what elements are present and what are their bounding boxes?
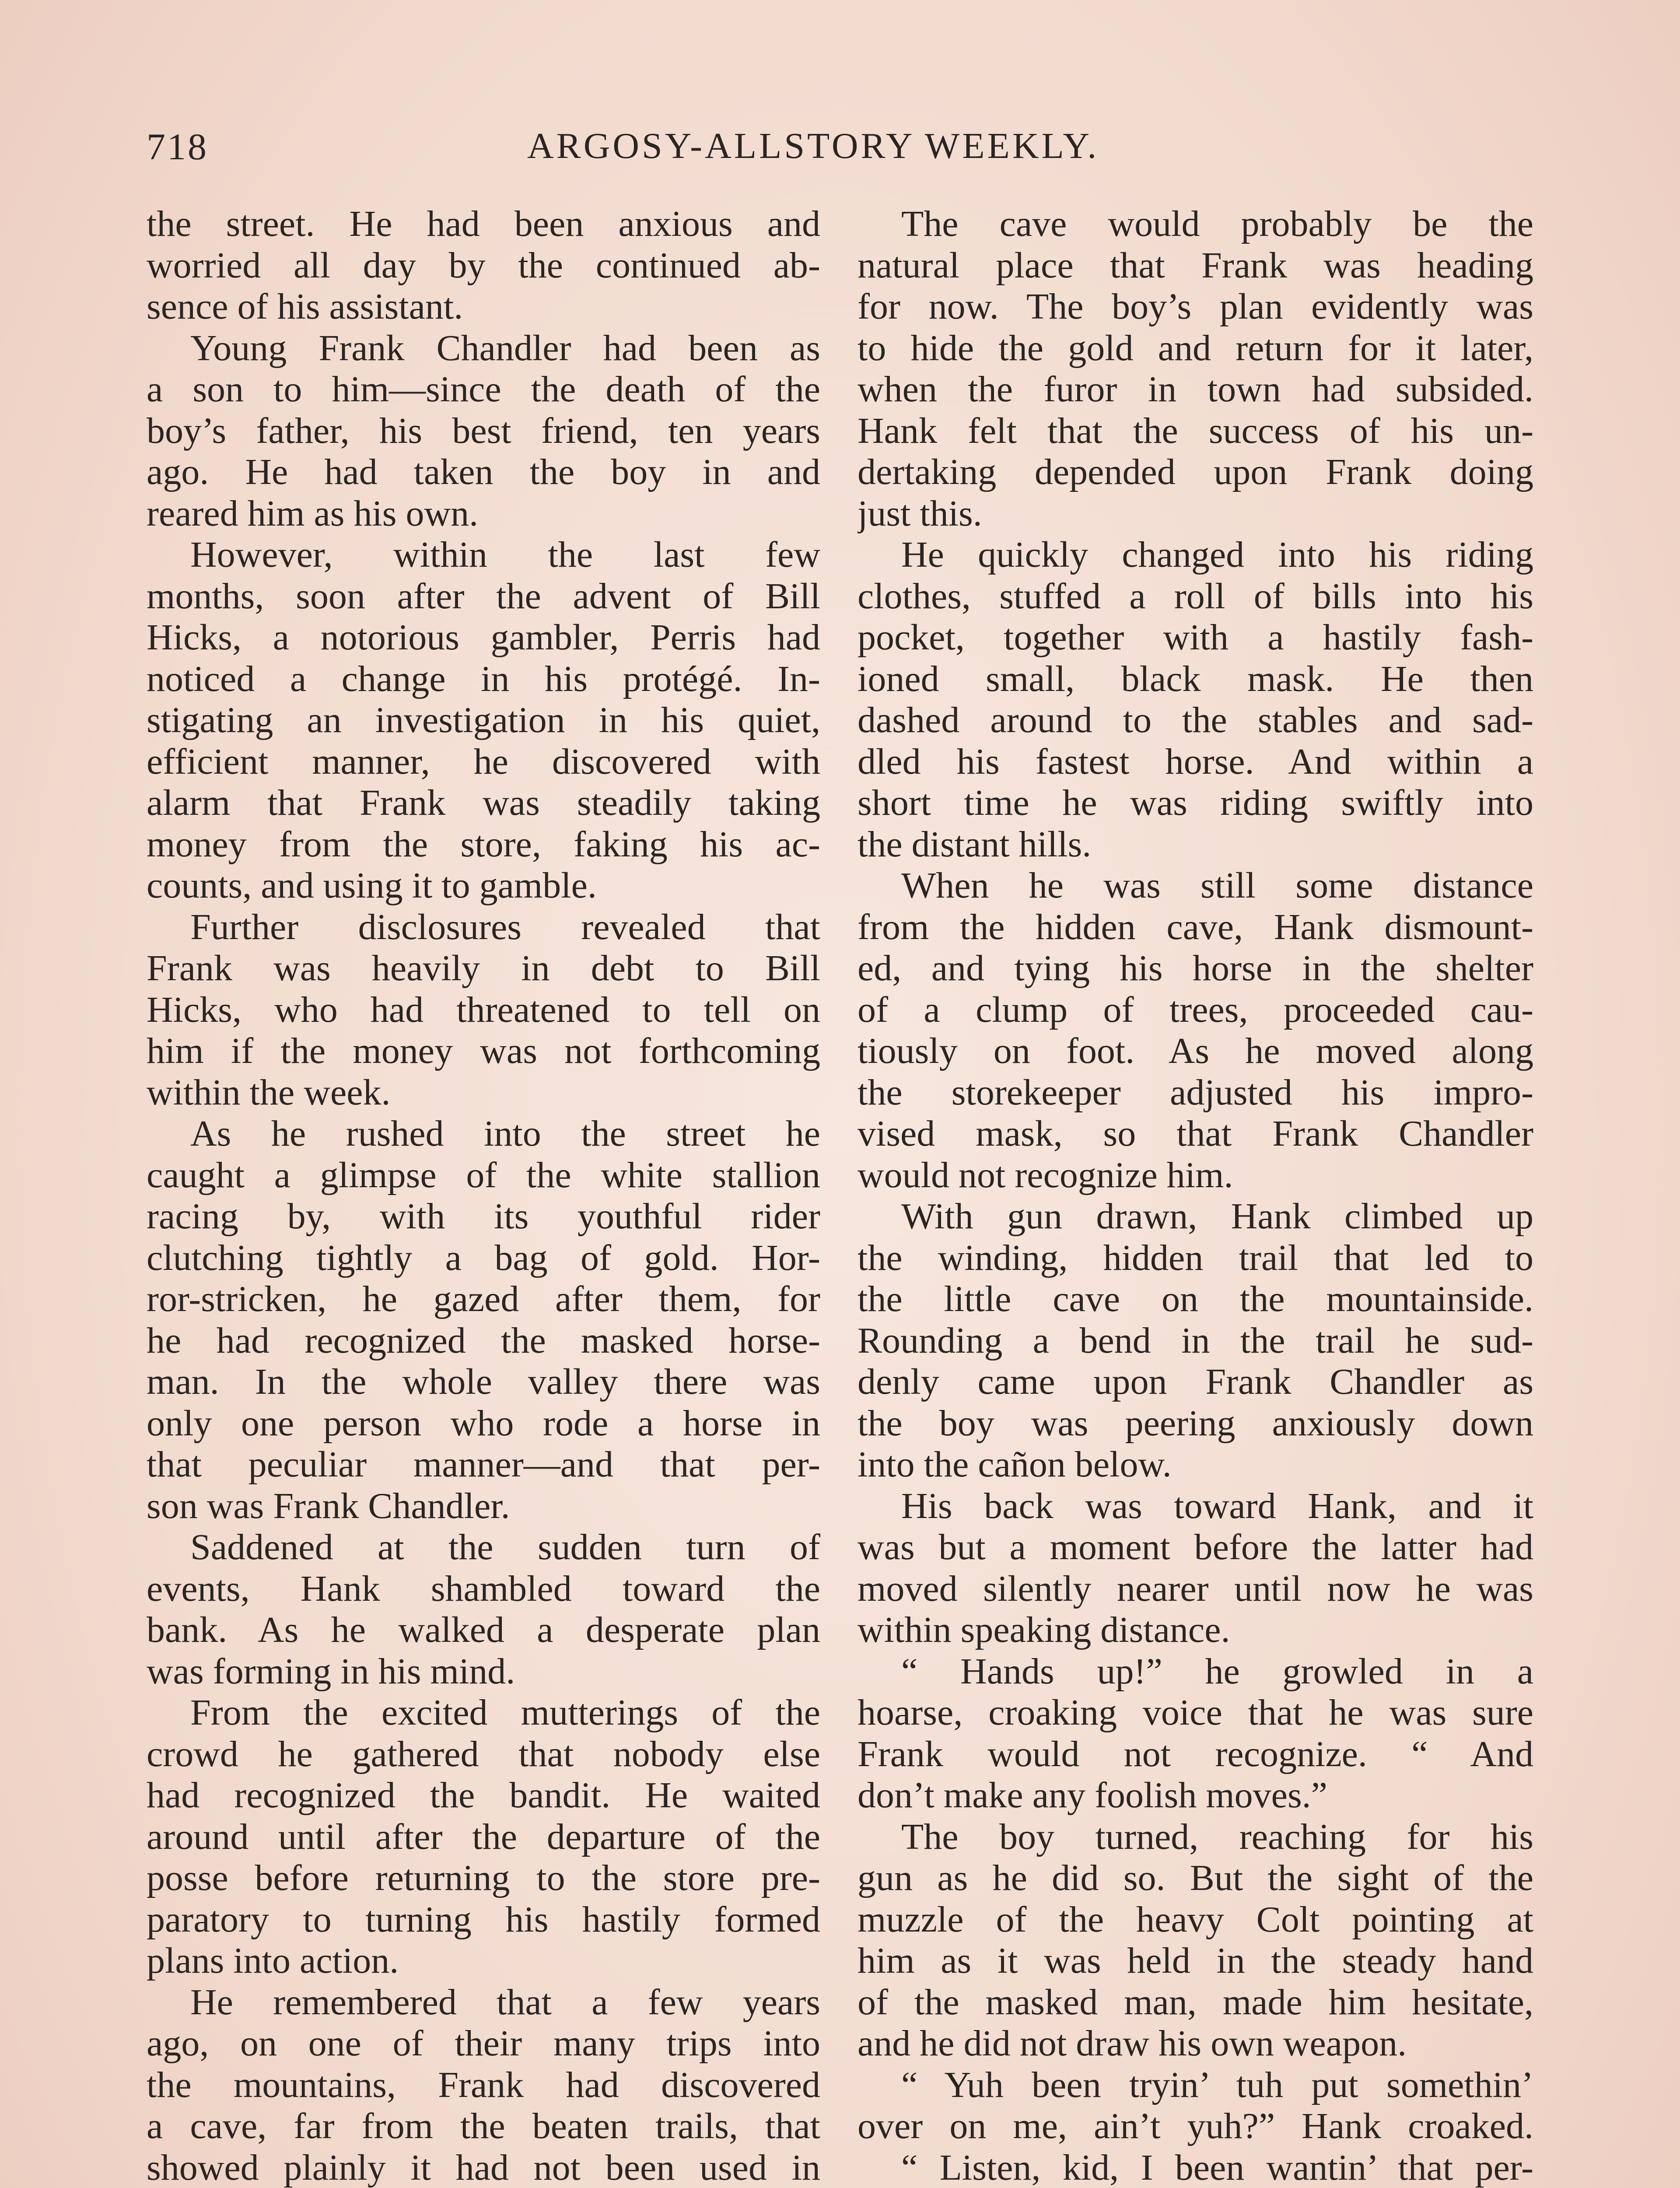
text-line: pocket, together with a hastily fash-: [858, 617, 1533, 658]
text-line: He quickly changed into his riding: [901, 534, 1533, 575]
text-line: the winding, hidden trail that led to: [858, 1237, 1533, 1278]
text-line: gun as he did so. But the sight of the: [858, 1858, 1533, 1898]
text-line: over on me, ain’t yuh?” Hank croaked.: [858, 2106, 1533, 2146]
text-line: Hicks, who had threatened to tell on: [147, 989, 820, 1030]
left-text-column: [147, 203, 820, 2188]
text-line: dashed around to the stables and sad-: [858, 700, 1533, 740]
text-line: him if the money was not forthcoming: [147, 1031, 820, 1071]
text-line: him as it was held in the steady hand: [858, 1940, 1533, 1981]
text-line: events, Hank shambled toward the: [147, 1568, 820, 1609]
text-line: of a clump of trees, proceeded cau-: [858, 989, 1533, 1030]
text-line: a cave, far from the beaten trails, that: [147, 2106, 820, 2146]
text-line: and he did not draw his own weapon.: [858, 2023, 1407, 2064]
text-line: counts, and using it to gamble.: [147, 865, 597, 906]
text-line: showed plainly it had not been used in: [147, 2147, 820, 2188]
text-line: man. In the whole valley there was: [147, 1361, 820, 1402]
text-line: was but a moment before the latter had: [858, 1527, 1533, 1567]
text-line: the storekeeper adjusted his impro-: [858, 1072, 1533, 1113]
text-line: Rounding a bend in the trail he sud-: [858, 1320, 1533, 1361]
text-line: the street. He had been anxious and: [147, 203, 820, 244]
text-line: worried all day by the continued ab-: [147, 245, 820, 286]
text-line: caught a glimpse of the white stallion: [147, 1154, 820, 1196]
text-line: Hank felt that the success of his un-: [858, 410, 1533, 451]
text-line: had recognized the bandit. He waited: [147, 1775, 820, 1816]
text-line: He remembered that a few years: [190, 1981, 820, 2023]
text-line: alarm that Frank was steadily taking: [147, 782, 820, 823]
text-line: dertaking depended upon Frank doing: [858, 452, 1533, 492]
text-line: a son to him—since the death of the: [147, 369, 820, 410]
text-line: clutching tightly a bag of gold. Hor-: [147, 1237, 820, 1278]
text-line: As he rushed into the street he: [190, 1113, 820, 1154]
text-line: ed, and tying his horse in the shelter: [858, 948, 1533, 989]
text-line: The cave would probably be the: [901, 203, 1533, 244]
right-text-column: [858, 203, 1533, 2188]
text-line: from the hidden cave, Hank dismount-: [858, 906, 1533, 947]
text-line: stigating an investigation in his quiet,: [147, 700, 820, 740]
text-line: crowd he gathered that nobody else: [147, 1733, 820, 1774]
text-line: “ Yuh been tryin’ tuh put somethin’: [901, 2064, 1533, 2105]
text-line: don’t make any foolish moves.”: [858, 1775, 1327, 1816]
text-line: would not recognize him.: [858, 1154, 1233, 1196]
text-line: natural place that Frank was heading: [858, 245, 1533, 286]
text-line: just this.: [858, 493, 982, 534]
text-line: moved silently nearer until now he was: [858, 1568, 1533, 1609]
text-line: around until after the departure of the: [147, 1816, 820, 1857]
text-line: into the cañon below.: [858, 1444, 1172, 1485]
text-line: When he was still some distance: [901, 865, 1533, 906]
text-line: was forming in his mind.: [147, 1651, 515, 1692]
text-line: clothes, stuffed a roll of bills into his: [858, 575, 1533, 617]
text-line: Frank was heavily in debt to Bill: [147, 948, 820, 989]
text-line: posse before returning to the store pre-: [147, 1858, 820, 1898]
text-line: hoarse, croaking voice that he was sure: [858, 1692, 1533, 1733]
text-line: for now. The boy’s plan evidently was: [858, 286, 1533, 327]
text-line: only one person who rode a horse in: [147, 1403, 820, 1444]
text-line: The boy turned, reaching for his: [901, 1816, 1533, 1857]
text-line: tiously on foot. As he moved along: [858, 1031, 1533, 1071]
text-line: However, within the last few: [190, 534, 820, 575]
page-header: [147, 125, 1533, 177]
text-line: the boy was peering anxiously down: [858, 1403, 1533, 1444]
text-line: dled his fastest horse. And within a: [858, 741, 1533, 782]
text-line: Frank would not recognize. “ And: [858, 1733, 1533, 1774]
running-title: ARGOSY-ALLSTORY WEEKLY.: [527, 126, 1099, 166]
text-line: From the excited mutterings of the: [190, 1692, 820, 1733]
page-number: 718: [147, 126, 208, 168]
text-line: noticed a change in his protégé. In-: [147, 658, 820, 699]
text-line: paratory to turning his hastily formed: [147, 1899, 820, 1940]
text-line: of the masked man, made him hesitate,: [858, 1981, 1533, 2023]
text-line: muzzle of the heavy Colt pointing at: [858, 1899, 1533, 1940]
text-line: the distant hills.: [858, 824, 1092, 865]
text-line: “ Hands up!” he growled in a: [901, 1651, 1533, 1692]
text-line: the little cave on the mountainside.: [858, 1279, 1533, 1319]
text-line: reared him as his own.: [147, 493, 479, 534]
text-line: short time he was riding swiftly into: [858, 782, 1533, 823]
text-line: Young Frank Chandler had been as: [190, 327, 820, 368]
text-line: Further disclosures revealed that: [190, 906, 820, 947]
text-line: sence of his assistant.: [147, 286, 463, 327]
text-line: vised mask, so that Frank Chandler: [858, 1113, 1533, 1154]
text-line: ago. He had taken the boy in and: [147, 452, 820, 492]
text-line: plans into action.: [147, 1940, 399, 1981]
text-line: months, soon after the advent of Bill: [147, 575, 820, 617]
text-line: Hicks, a notorious gambler, Perris had: [147, 617, 820, 658]
text-line: boy’s father, his best friend, ten years: [147, 410, 820, 451]
text-line: racing by, with its youthful rider: [147, 1196, 820, 1237]
text-line: His back was toward Hank, and it: [901, 1485, 1533, 1526]
text-line: money from the store, faking his ac-: [147, 824, 820, 865]
text-line: within speaking distance.: [858, 1609, 1230, 1650]
text-line: Saddened at the sudden turn of: [190, 1527, 820, 1567]
text-line: With gun drawn, Hank climbed up: [901, 1196, 1533, 1237]
text-line: “ Listen, kid, I been wantin’ that per-: [901, 2147, 1533, 2188]
text-line: ror-stricken, he gazed after them, for: [147, 1279, 820, 1319]
text-line: he had recognized the masked horse-: [147, 1320, 820, 1361]
text-line: to hide the gold and return for it later,: [858, 327, 1533, 368]
text-line: within the week.: [147, 1072, 391, 1113]
text-line: efficient manner, he discovered with: [147, 741, 820, 782]
text-line: ioned small, black mask. He then: [858, 658, 1533, 699]
text-line: the mountains, Frank had discovered: [147, 2064, 820, 2105]
text-line: that peculiar manner—and that per-: [147, 1444, 820, 1485]
text-line: denly came upon Frank Chandler as: [858, 1361, 1533, 1402]
text-line: when the furor in town had subsided.: [858, 369, 1533, 410]
text-line: bank. As he walked a desperate plan: [147, 1609, 820, 1650]
text-line: son was Frank Chandler.: [147, 1485, 510, 1526]
text-line: ago, on one of their many trips into: [147, 2023, 820, 2064]
